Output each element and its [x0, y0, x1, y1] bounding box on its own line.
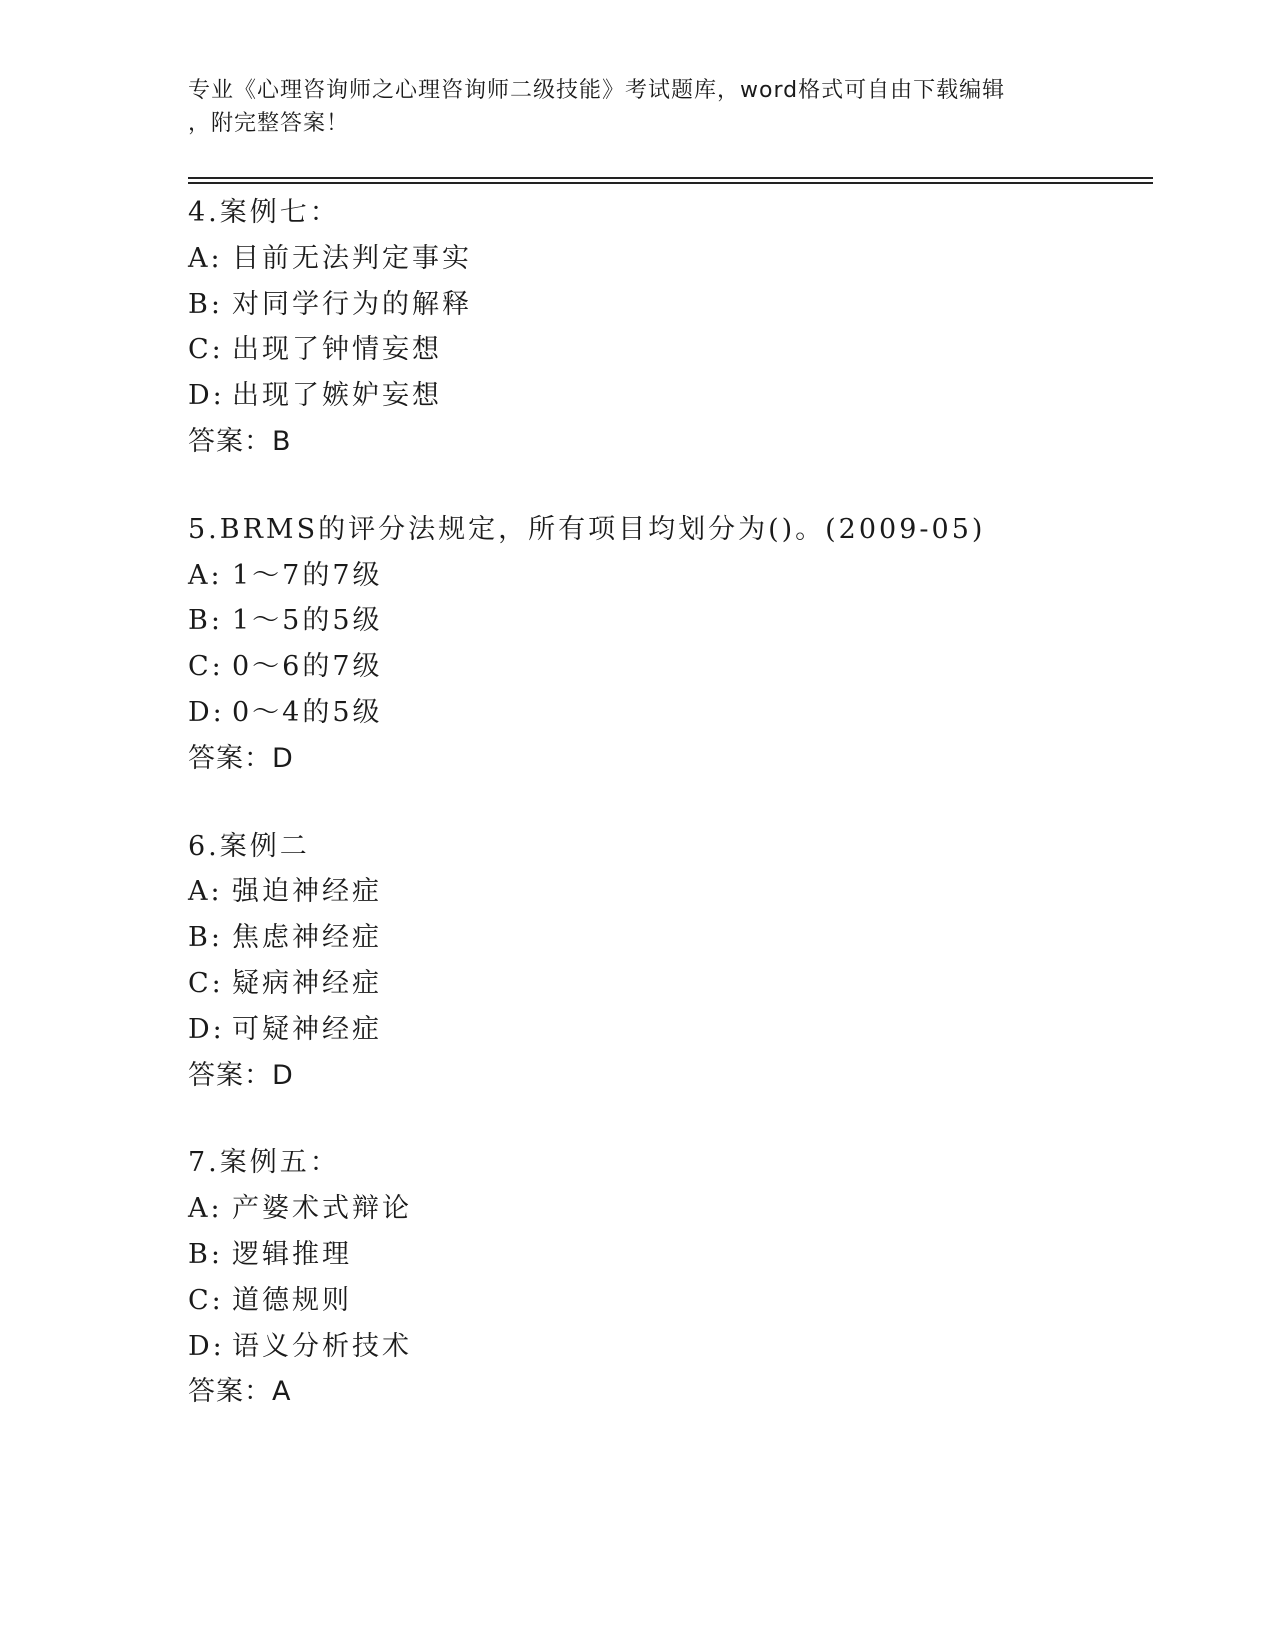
- option-text: 道德规则: [232, 1284, 352, 1316]
- answer-line: 答案：A: [188, 1376, 292, 1408]
- header-line-1: 专业《心理咨询师之心理咨询师二级技能》考试题库，word格式可自由下载编辑: [188, 78, 1006, 103]
- option-letter: A:: [188, 242, 223, 274]
- option-a: [188, 553, 1148, 599]
- option-text: 产婆术式辩论: [232, 1193, 412, 1225]
- option-a: [188, 1186, 1148, 1232]
- option-text: 逻辑推理: [232, 1238, 352, 1270]
- option-text: 语义分析技术: [232, 1330, 412, 1362]
- option-letter: B:: [188, 1238, 223, 1270]
- option-letter: B:: [188, 288, 223, 320]
- option-text: 疑病神经症: [232, 967, 382, 999]
- question-4: [188, 190, 1148, 465]
- option-letter: C:: [188, 334, 224, 366]
- option-text: 强迫神经症: [232, 876, 382, 908]
- option-text: 可疑神经症: [232, 1013, 382, 1045]
- option-text: 1～7的7级: [232, 559, 383, 591]
- answer-line: 答案：D: [188, 1059, 294, 1091]
- document-header: [188, 74, 1068, 140]
- question-7: [188, 1140, 1148, 1415]
- option-a: [188, 236, 1148, 282]
- option-letter: D:: [188, 696, 225, 728]
- option-letter: A:: [188, 876, 223, 908]
- option-text: 0～6的7级: [232, 651, 383, 683]
- question-6: [188, 824, 1148, 1099]
- option-letter: C:: [188, 651, 224, 683]
- option-a: [188, 869, 1148, 915]
- question-stem: 4.案例七：: [188, 197, 340, 228]
- option-text: 出现了嫉妒妄想: [232, 380, 442, 412]
- option-b: [188, 282, 1148, 328]
- option-d: [188, 373, 1148, 419]
- header-rule-top: [188, 177, 1153, 179]
- option-b: [188, 598, 1148, 644]
- option-letter: C:: [188, 967, 224, 999]
- option-text: 0～4的5级: [232, 696, 383, 728]
- option-d: [188, 690, 1148, 736]
- header-rule-bottom: [188, 182, 1153, 184]
- option-letter: C:: [188, 1284, 224, 1316]
- option-d: [188, 1324, 1148, 1370]
- option-letter: D:: [188, 1013, 225, 1045]
- question-5: [188, 507, 1148, 782]
- question-stem: 5.BRMS的评分法规定，所有项目均划分为()。(2009-05): [188, 513, 986, 545]
- option-letter: B:: [188, 922, 223, 954]
- option-d: [188, 1007, 1148, 1053]
- option-b: [188, 1232, 1148, 1278]
- answer-line: 答案：D: [188, 742, 294, 774]
- option-text: 对同学行为的解释: [232, 288, 472, 320]
- option-letter: A:: [188, 1193, 223, 1225]
- option-letter: D:: [188, 1330, 225, 1362]
- header-line-2: ，附完整答案！: [188, 111, 350, 136]
- option-text: 目前无法判定事实: [232, 242, 472, 274]
- option-c: [188, 327, 1148, 373]
- option-c: [188, 961, 1148, 1007]
- option-letter: A:: [188, 559, 223, 591]
- question-list: [188, 190, 1148, 1457]
- option-letter: D:: [188, 380, 225, 412]
- question-stem: 7.案例五：: [188, 1147, 340, 1179]
- option-text: 出现了钟情妄想: [232, 334, 442, 366]
- option-b: [188, 915, 1148, 961]
- option-text: 1～5的5级: [232, 605, 383, 637]
- answer-line: 答案：B: [188, 425, 292, 457]
- question-stem: 6.案例二: [188, 830, 310, 862]
- option-letter: B:: [188, 605, 223, 637]
- option-text: 焦虑神经症: [232, 922, 382, 954]
- option-c: [188, 644, 1148, 690]
- option-c: [188, 1278, 1148, 1324]
